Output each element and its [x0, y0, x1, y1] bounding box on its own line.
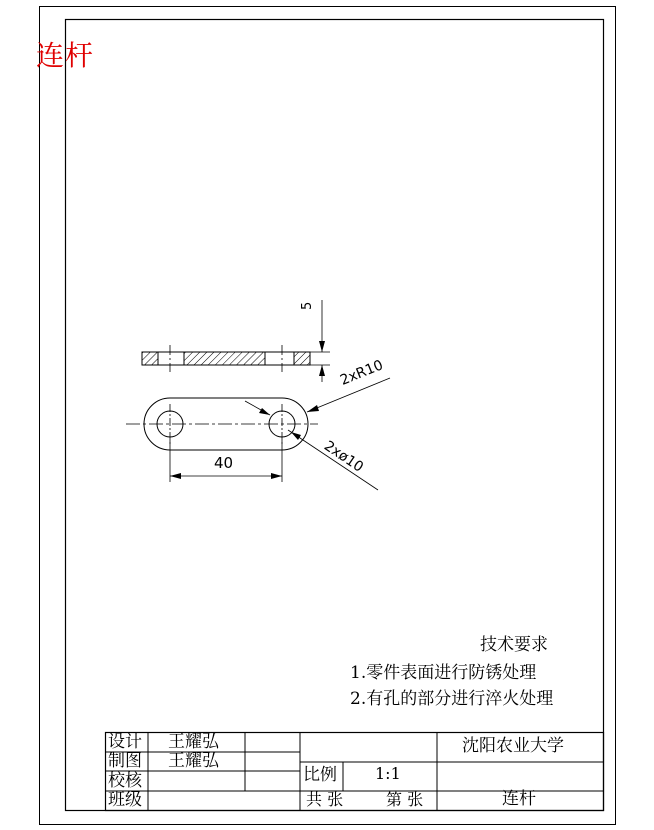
design-label: 设计 — [108, 732, 142, 752]
drafting-label: 制图 — [108, 751, 142, 771]
section-view — [142, 300, 330, 382]
part-name: 连杆 — [502, 789, 536, 809]
dim-thickness-label: 5 — [300, 301, 315, 310]
scale-label: 比例 — [303, 765, 337, 785]
drafter-name: 王耀弘 — [168, 751, 219, 771]
tech-req-heading: 技术要求 — [480, 635, 548, 655]
class-label: 班级 — [108, 790, 142, 810]
dim-diameter-label: 2xø10 — [321, 438, 367, 476]
tech-req-item-2: 2.有孔的部分进行淬火处理 — [350, 689, 554, 709]
hatch-left — [142, 352, 158, 365]
hatch-right — [294, 352, 310, 365]
sheet-number: 第 张 — [386, 790, 424, 809]
designer-name: 王耀弘 — [168, 732, 219, 752]
plan-view — [126, 378, 390, 490]
sheet-title: 连杆 — [36, 39, 95, 72]
scale-value: 1:1 — [375, 764, 401, 783]
tech-req-item-1: 1.零件表面进行防锈处理 — [350, 663, 537, 683]
dim-center-distance-label: 40 — [214, 454, 234, 472]
school-name: 沈阳农业大学 — [462, 736, 564, 756]
check-label: 校核 — [108, 771, 142, 791]
dim-radius-label: 2xR10 — [338, 357, 386, 389]
total-sheets: 共 张 — [306, 790, 344, 809]
hatch-middle — [184, 352, 265, 365]
